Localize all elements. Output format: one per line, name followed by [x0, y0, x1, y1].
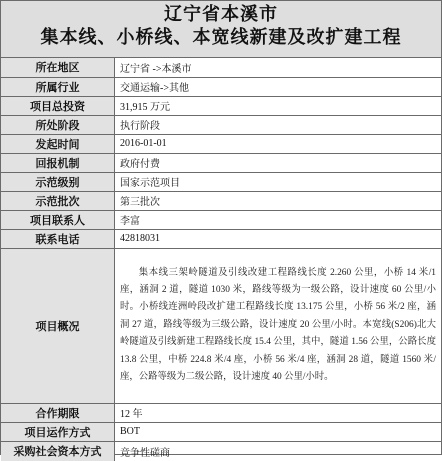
row-term: [1, 403, 441, 422]
row-operation-mode: [1, 422, 441, 441]
value-operation-mode: BOT: [115, 422, 442, 441]
label-region: 所在地区: [1, 58, 115, 77]
title-project-name: 集本线、小桥线、本宽线新建及改扩建工程: [40, 27, 402, 48]
value-term: 12 年: [115, 403, 442, 422]
row-region: [1, 58, 441, 77]
value-procurement: 竞争性磋商: [115, 441, 442, 461]
value-stage: 执行阶段: [115, 115, 442, 134]
header: [1, 1, 441, 58]
label-start-date: 发起时间: [1, 134, 115, 153]
label-stage: 所处阶段: [1, 115, 115, 134]
value-industry: 交通运输->其他: [115, 77, 442, 96]
title-location: 辽宁省本溪市: [164, 4, 278, 25]
row-overview: [1, 248, 441, 403]
value-investment: 31,915 万元: [115, 96, 442, 115]
value-phone: 42818031: [115, 229, 442, 248]
label-overview: 项目概况: [1, 248, 115, 403]
row-contact: [1, 210, 441, 229]
row-demo-batch: [1, 191, 441, 210]
label-industry: 所属行业: [1, 77, 115, 96]
overview-text: 集本线三架岭隧道及引线改建工程路线长度 2.260 公里，小桥 14 米/1 座，涵洞 2 道，隧道 1030 米，路线等级为一级公路，设计速度 60 公里/小时。小桥线连洲岭段改扩建工程路线长度 13.175 公里，小桥 56 米/2 座，涵洞 27 道，路线等级为三级公路，设计速度 20 公里/小时。本宽线(S206)北大岭隧道及引线新建工程路线长度 15.4 公里，其中，隧道 1.56 公里，公路长度 13.8 公里，中桥 224.8 米/4 座，小桥 56 米/4 座，涵洞 28 道，隧道 1560 米/座，公路等级为二级公路，设计速度 40 公里/小时。: [115, 248, 442, 403]
label-demo-level: 示范级别: [1, 172, 115, 191]
label-term: 合作期限: [1, 403, 115, 422]
label-phone: 联系电话: [1, 229, 115, 248]
row-industry: [1, 77, 441, 96]
value-contact: 李富: [115, 210, 442, 229]
value-demo-level: 国家示范项目: [115, 172, 442, 191]
row-stage: [1, 115, 441, 134]
row-phone: [1, 229, 441, 248]
row-procurement: [1, 441, 441, 461]
value-demo-batch: 第三批次: [115, 191, 442, 210]
row-start-date: [1, 134, 441, 153]
label-procurement: 采购社会资本方式: [1, 441, 115, 461]
row-demo-level: [1, 172, 441, 191]
label-investment: 项目总投资: [1, 96, 115, 115]
label-demo-batch: 示范批次: [1, 191, 115, 210]
value-start-date: 2016-01-01: [115, 134, 442, 153]
value-return-mechanism: 政府付费: [115, 153, 442, 172]
row-return-mechanism: [1, 153, 441, 172]
value-region: 辽宁省 ->本溪市: [115, 58, 442, 77]
label-contact: 项目联系人: [1, 210, 115, 229]
label-return-mechanism: 回报机制: [1, 153, 115, 172]
row-investment: [1, 96, 441, 115]
label-operation-mode: 项目运作方式: [1, 422, 115, 441]
info-table: [1, 58, 441, 461]
